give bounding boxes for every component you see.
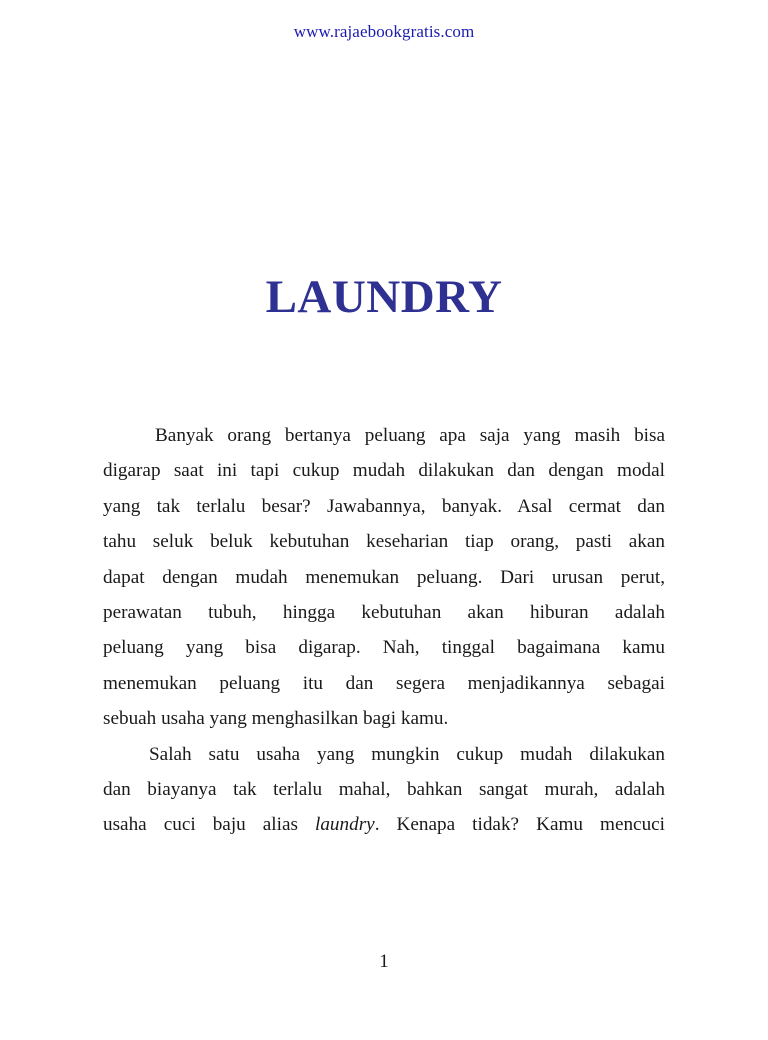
text-segment: usaha cuci baju alias [103,814,315,836]
text-line: peluang yang bisa digarap. Nah, tinggal bagaimana kamu [103,637,665,659]
text-line: Banyak orang bertanya peluang apa saja yang masih bisa [155,425,665,446]
header-url: www.rajaebookgratis.com [293,22,475,41]
text-segment: . Kenapa tidak? Kamu mencuci [374,814,666,836]
text-line: sebuah usaha yang menghasilkan bagi kamu. [103,708,449,730]
text-line: tahu seluk beluk kebutuhan keseharian tiap orang, pasti akan [103,531,665,553]
italic-term: laundry [315,814,375,836]
text-line: digarap saat ini tapi cukup mudah dilakukan dan dengan modal [103,460,665,482]
body-text [103,418,665,843]
page-number: 1 [379,951,389,972]
text-line: menemukan peluang itu dan segera menjadikannya sebagai [103,672,665,694]
text-line: dan biayanya tak terlalu mahal, bahkan sangat murah, adalah [103,778,665,800]
text-line: dapat dengan mudah menemukan peluang. Dari urusan perut, [103,566,665,588]
text-line: Salah satu usaha yang mungkin cukup mudah dilakukan [149,743,665,765]
paragraph-2 [103,737,665,843]
paragraph-1 [103,418,665,737]
text-line: perawatan tubuh, hingga kebutuhan akan hiburan adalah [103,601,665,623]
text-line [103,807,665,842]
chapter-title: LAUNDRY [265,271,503,323]
text-line: yang tak terlalu besar? Jawabannya, banyak. Asal cermat dan [103,495,665,517]
